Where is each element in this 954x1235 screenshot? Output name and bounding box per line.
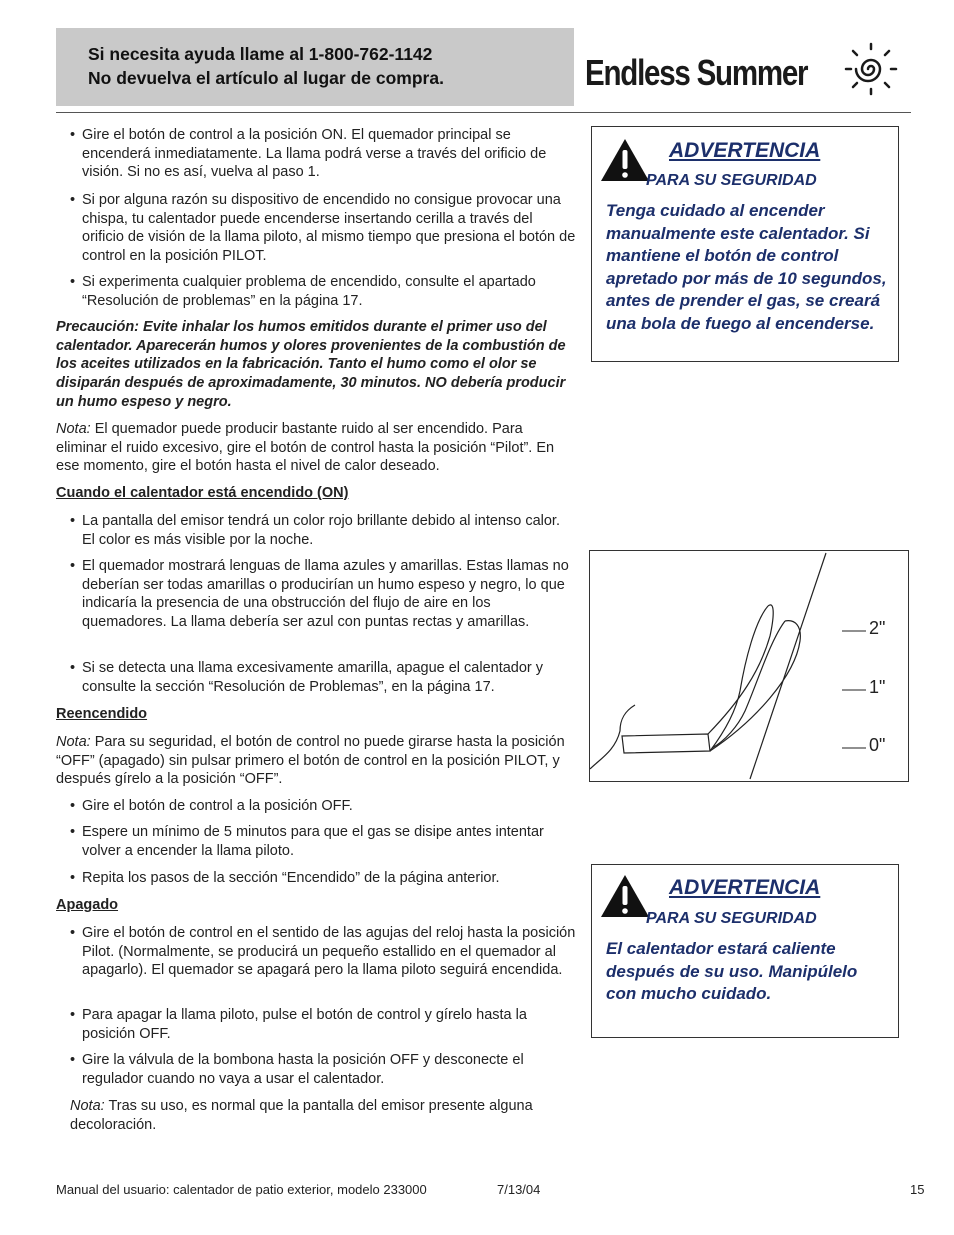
list-item: • La pantalla del emisor tendrá un color rojo brillante debido al intenso calor. El color es más visible por la noche. xyxy=(70,513,560,548)
height-label-1in: 1" xyxy=(869,677,886,697)
list-item: • Espere un mínimo de 5 minutos para que el gas se disipe antes intentar volver a encender la llama piloto. xyxy=(70,824,544,859)
list-item: • El quemador mostrará lenguas de llama azules y amarillas. Estas llamas no deberían ser todas amarillas o producirían un humo espeso y negro, lo que indicaría la presencia de una obstrucción del flujo de aire en los quemadores. La llama debería ser azul con puntas rectas y amarillas. xyxy=(70,558,569,631)
list-item: • Repita los pasos de la sección “Encendido” de la página anterior. xyxy=(70,870,500,886)
note-paragraph: Nota: El quemador puede producir bastante ruido al ser encendido. Para eliminar el ruido excesivo, gire el botón de control hasta la posición “Pilot”. En ese momento, gire el botón hasta el nivel de calor deseado. xyxy=(56,421,555,475)
height-label-2in: 2" xyxy=(869,618,886,638)
list-item: • Gire el botón de control a la posición ON. El quemador principal se encenderá inmediatamente. La llama podrá verse a través del orificio de visión. Si no es así, vuelva al paso 1. xyxy=(70,127,547,181)
brand-logo-text: Endless Summer xyxy=(585,52,808,93)
help-banner xyxy=(56,28,574,106)
list-item: • Si experimenta cualquier problema de encendido, consulte el apartado “Resolución de problemas” en la página 17. xyxy=(70,274,536,309)
warning-title: ADVERTENCIA xyxy=(669,139,821,162)
help-phone-line: Si necesita ayuda llame al 1-800-762-1142 xyxy=(88,44,433,64)
page-number: 15 xyxy=(910,1182,925,1197)
warning-title: ADVERTENCIA xyxy=(669,876,821,899)
section-heading-on: Cuando el calentador está encendido (ON) xyxy=(56,485,349,501)
warning-box-ignition xyxy=(591,126,899,362)
list-item: • Gire el botón de control en el sentido de las agujas del reloj hasta la posición Pilot. (Normalmente, se producirá un pequeño estallido en el quemador al apagarlo). El quemador se apagará pero la llama piloto seguirá encendida. xyxy=(70,925,576,979)
list-item: • Gire la válvula de la bombona hasta la posición OFF y desconecte el regulador cuando no vaya a usar el calentador. xyxy=(70,1052,524,1087)
warning-subtitle: PARA SU SEGURIDAD xyxy=(646,172,817,189)
return-notice-line: No devuelva el artículo al lugar de compra. xyxy=(88,68,444,88)
note-paragraph: Nota: Tras su uso, es normal que la pantalla del emisor presente alguna decoloración. xyxy=(70,1098,533,1133)
header-divider xyxy=(56,112,911,113)
section-heading-off: Apagado xyxy=(56,897,119,913)
warning-box-hot xyxy=(591,864,899,1038)
height-label-0in: 0" xyxy=(869,735,886,755)
note-paragraph: Nota: Para su seguridad, el botón de control no puede girarse hasta la posición “OFF” (apagado) sin pulsar primero el botón de control en la posición PILOT, y después gírelo a la posición “OFF”. xyxy=(56,734,565,788)
list-item: • Si por alguna razón su dispositivo de encendido no consigue provocar una chispa, tu calentador puede encenderse insertando cerilla a través del orificio de visión de la llama piloto, al mismo tiempo que presiona el botón de control en la posición PILOT. xyxy=(70,192,576,265)
footer-manual-title: Manual del usuario: calentador de patio exterior, modelo 233000 xyxy=(56,1182,427,1197)
list-item: • Para apagar la llama piloto, pulse el botón de control y gírelo hasta la posición OFF. xyxy=(70,1007,527,1042)
warning-triangle-icon xyxy=(599,873,651,919)
warning-triangle-icon xyxy=(599,137,651,183)
caution-paragraph: Precaución: Evite inhalar los humos emitidos durante el primer uso del calentador. Aparecerán humos y olores provenientes de la combustión de los aceites utilizados en la fabricación. Tanto el humo como el olor se disiparán después de aproximadamente, 30 minutos. NO debería producir un humo espeso y negro. xyxy=(56,319,566,410)
list-item: • Si se detecta una llama excesivamente amarilla, apague el calentador y consulte la sección “Resolución de Problemas”, en la página 17. xyxy=(70,660,544,695)
warning-subtitle: PARA SU SEGURIDAD xyxy=(646,910,817,927)
section-heading-relight: Reencendido xyxy=(56,706,148,722)
warning-body: Tenga cuidado al encender manualmente este calentador. Si mantiene el botón de control apretado por más de 10 segundos, antes de prender el gas, se creará una bola de fuego al encenderse. xyxy=(606,201,887,333)
flame-height-diagram xyxy=(589,550,909,782)
list-item: • Gire el botón de control a la posición OFF. xyxy=(70,798,353,814)
warning-body: El calentador estará caliente después de su uso. Manipúlelo con mucho cuidado. xyxy=(606,939,858,1004)
flame-diagram-drawing xyxy=(590,551,908,781)
footer-date: 7/13/04 xyxy=(497,1182,541,1197)
sun-spiral-icon xyxy=(842,40,900,98)
